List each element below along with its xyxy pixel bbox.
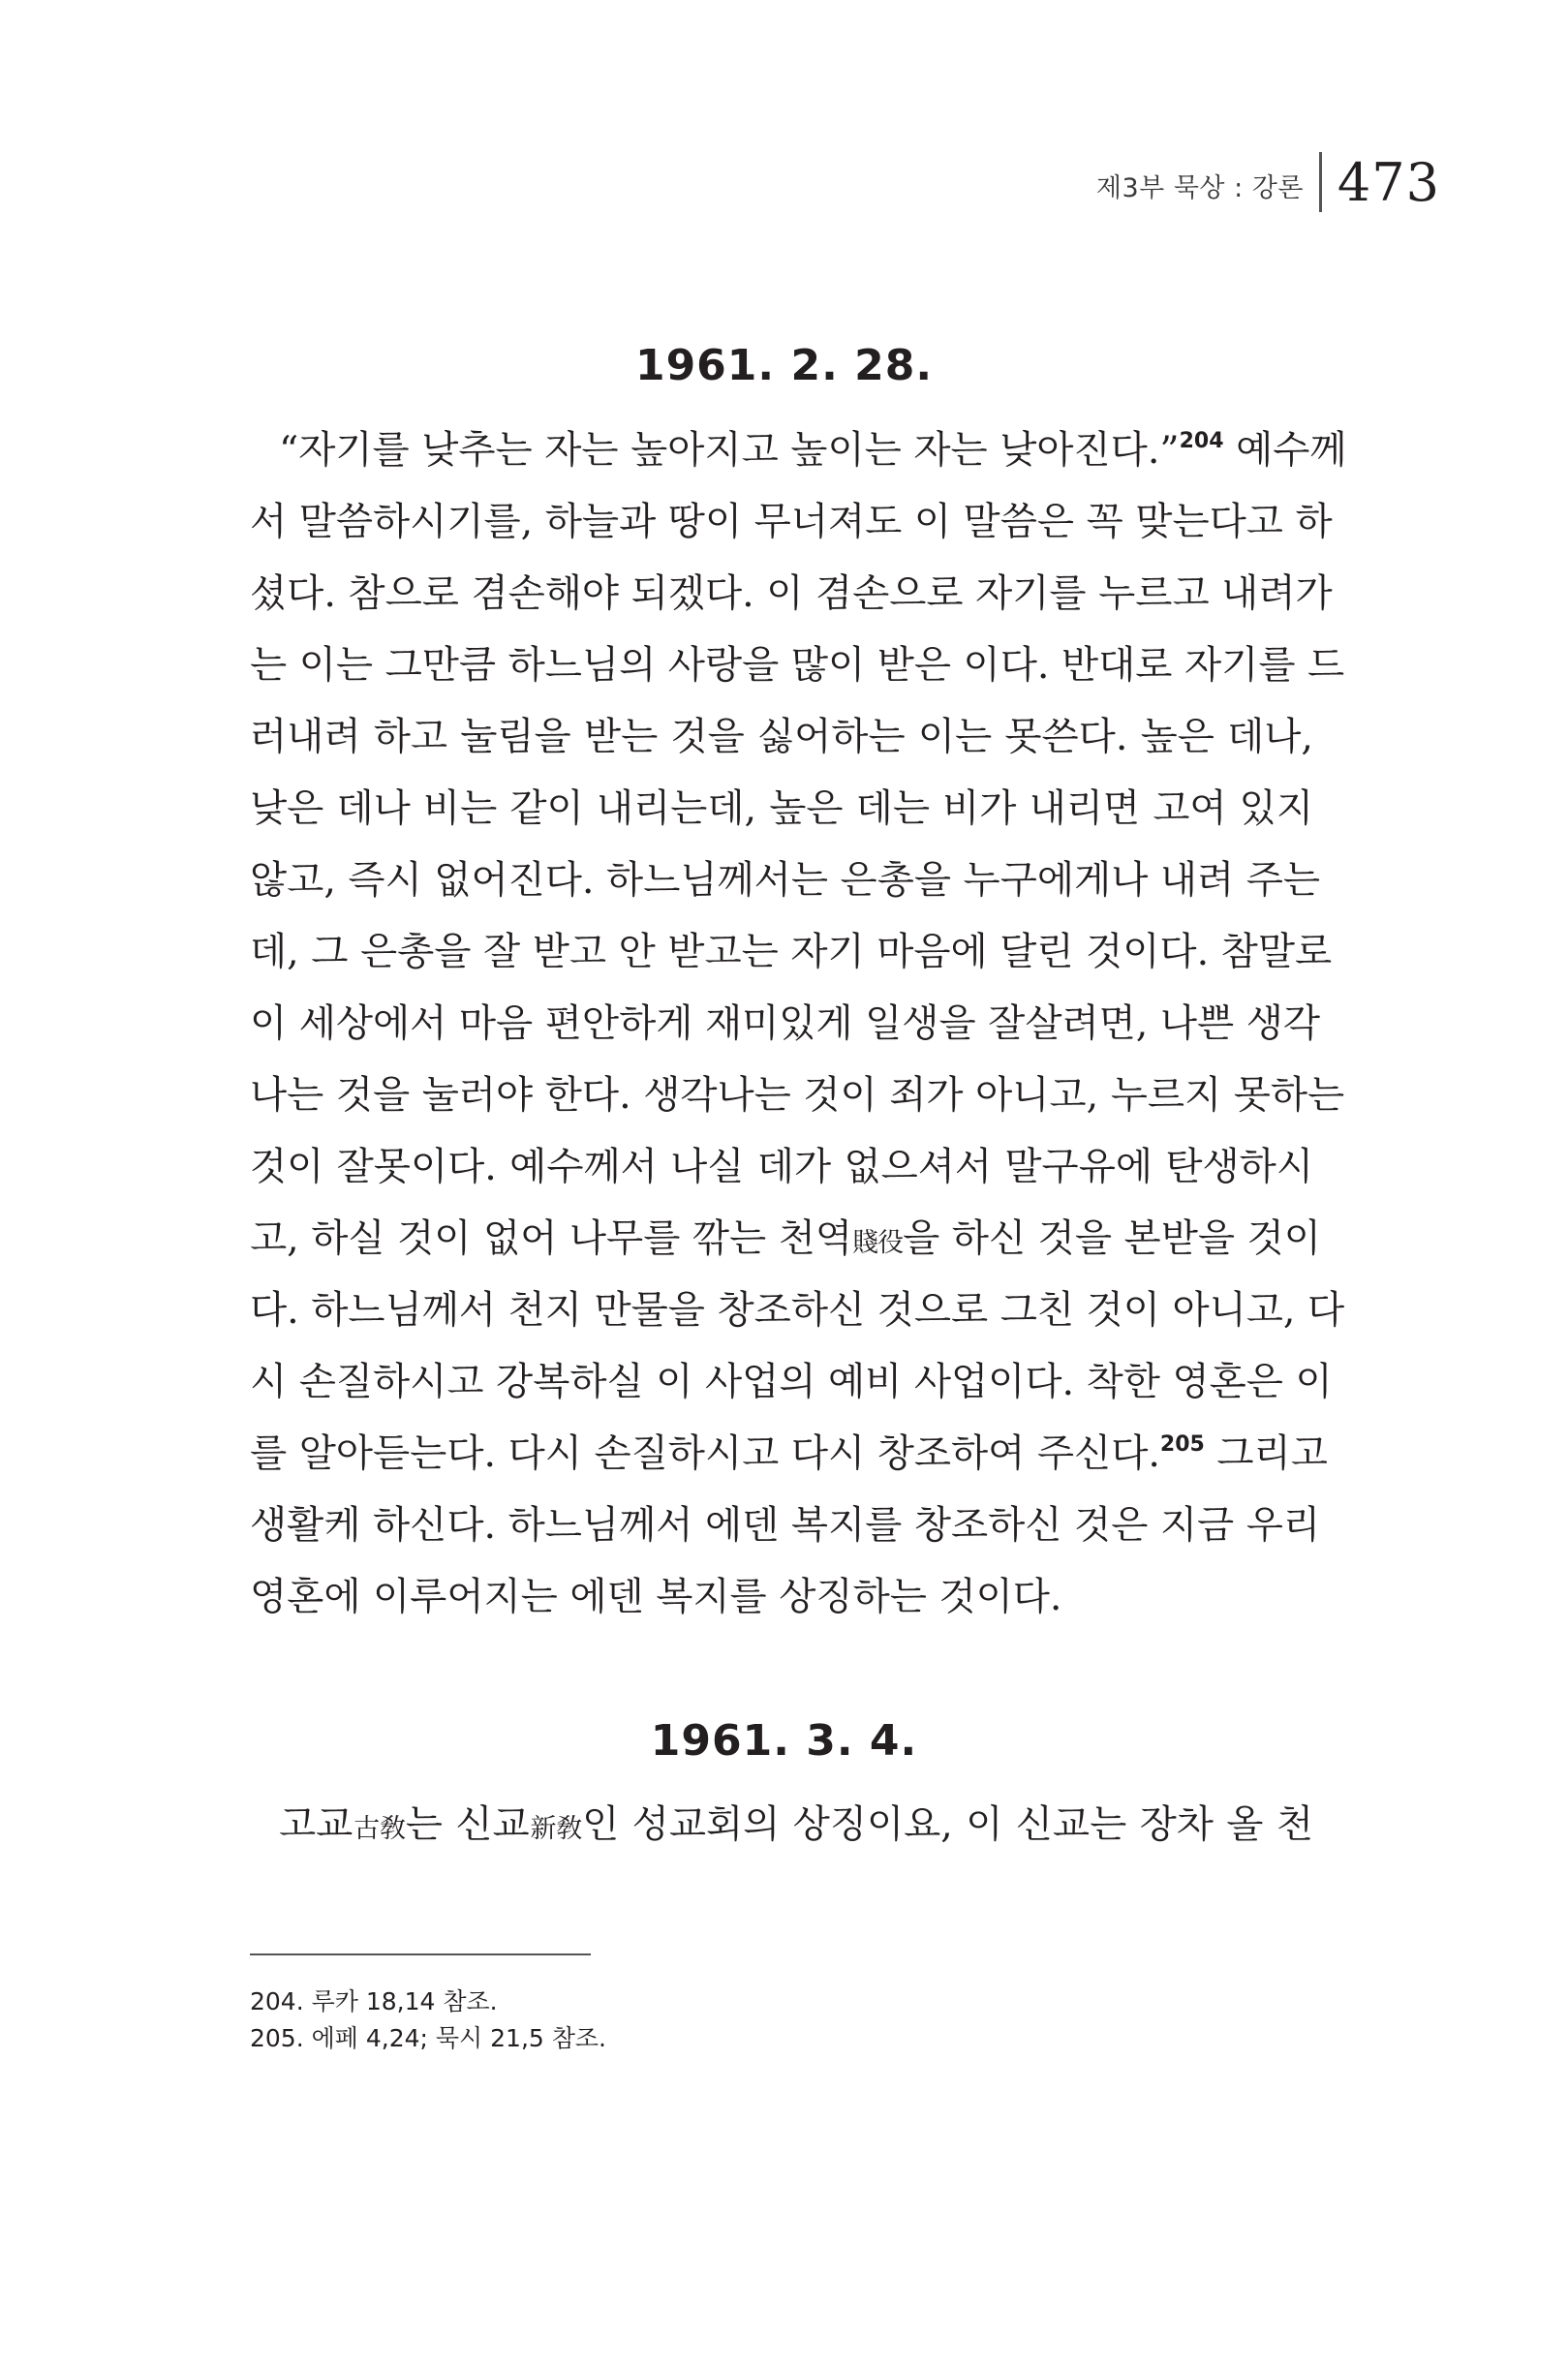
text-line: 시 손질하시고 강복하실 이 사업의 예비 사업이다. 착한 영혼은 이 bbox=[250, 1360, 1333, 1404]
text-line: 않고, 즉시 없어진다. 하느님께서는 은총을 누구에게나 내려 주는 bbox=[250, 858, 1321, 903]
hanja-gloss: 古敎 bbox=[353, 1814, 406, 1844]
section-title: 제3부 묵상 : 강론 bbox=[1095, 172, 1304, 203]
footnote-ref-204: 204 bbox=[1179, 429, 1224, 453]
entry-body-2 bbox=[250, 1789, 1313, 1861]
text-line: 고, 하실 것이 없어 나무를 깎는 천역賤役을 하신 것을 본받을 것이 bbox=[250, 1216, 1321, 1261]
entry-body-1 bbox=[250, 415, 1347, 1633]
text-line: 이 세상에서 마음 편안하게 재미있게 일생을 잘살려면, 나쁜 생각 bbox=[250, 1001, 1321, 1046]
text-line: 는 이는 그만큼 하느님의 사랑을 많이 받은 이다. 반대로 자기를 드 bbox=[250, 643, 1345, 688]
hanja-gloss: 新敎 bbox=[529, 1814, 583, 1844]
text-line: 영혼에 이루어지는 에덴 복지를 상징하는 것이다. bbox=[250, 1575, 1062, 1619]
hanja-gloss: 賤役 bbox=[852, 1228, 904, 1258]
footnote-divider bbox=[250, 1953, 591, 1955]
running-head bbox=[1096, 145, 1440, 219]
text-line: 생활케 하신다. 하느님께서 에덴 복지를 창조하신 것은 지금 우리 bbox=[250, 1503, 1321, 1548]
running-head-divider bbox=[1319, 152, 1322, 212]
text-line: 낮은 데나 비는 같이 내리는데, 높은 데는 비가 내리면 고여 있지 bbox=[250, 786, 1313, 831]
entry-date-2: 1961. 3. 4. bbox=[650, 1716, 918, 1766]
footnotes bbox=[250, 1984, 606, 2057]
text-line: 다. 하느님께서 천지 만물을 창조하신 것으로 그친 것이 아니고, 다 bbox=[250, 1288, 1345, 1333]
text-line: 고교古敎는 신교新敎인 성교회의 상징이요, 이 신교는 장차 올 천 bbox=[279, 1802, 1313, 1847]
footnote-ref-205: 205 bbox=[1159, 1432, 1205, 1457]
text-line: 데, 그 은총을 잘 받고 안 받고는 자기 마음에 달린 것이다. 참말로 bbox=[250, 930, 1333, 974]
entry-date-1: 1961. 2. 28. bbox=[634, 341, 934, 390]
text-line: “자기를 낮추는 자는 높아지고 높이는 자는 낮아진다.”$^{204}$ 예수께 bbox=[279, 428, 1347, 473]
footnote-205: 205. 에페 4,24; 묵시 21,5 참조. bbox=[250, 2024, 606, 2052]
text-line: 것이 잘못이다. 예수께서 나실 데가 없으셔서 말구유에 탄생하시 bbox=[250, 1145, 1313, 1189]
footnote-204: 204. 루카 18,14 참조. bbox=[250, 1987, 498, 2015]
text-line: 서 말씀하시기를, 하늘과 땅이 무너져도 이 말씀은 꼭 맞는다고 하 bbox=[250, 500, 1333, 544]
page-number: 473 bbox=[1337, 151, 1440, 213]
text-line: 러내려 하고 눌림을 받는 것을 싫어하는 이는 못쓴다. 높은 데나, bbox=[250, 715, 1313, 759]
text-line: 나는 것을 눌러야 한다. 생각나는 것이 죄가 아니고, 누르지 못하는 bbox=[250, 1073, 1345, 1118]
text-line: 를 알아듣는다. 다시 손질하시고 다시 창조하여 주신다.$^{205}$ 그리고 bbox=[250, 1431, 1328, 1476]
text-line: 셨다. 참으로 겸손해야 되겠다. 이 겸손으로 자기를 누르고 내려가 bbox=[250, 571, 1333, 616]
